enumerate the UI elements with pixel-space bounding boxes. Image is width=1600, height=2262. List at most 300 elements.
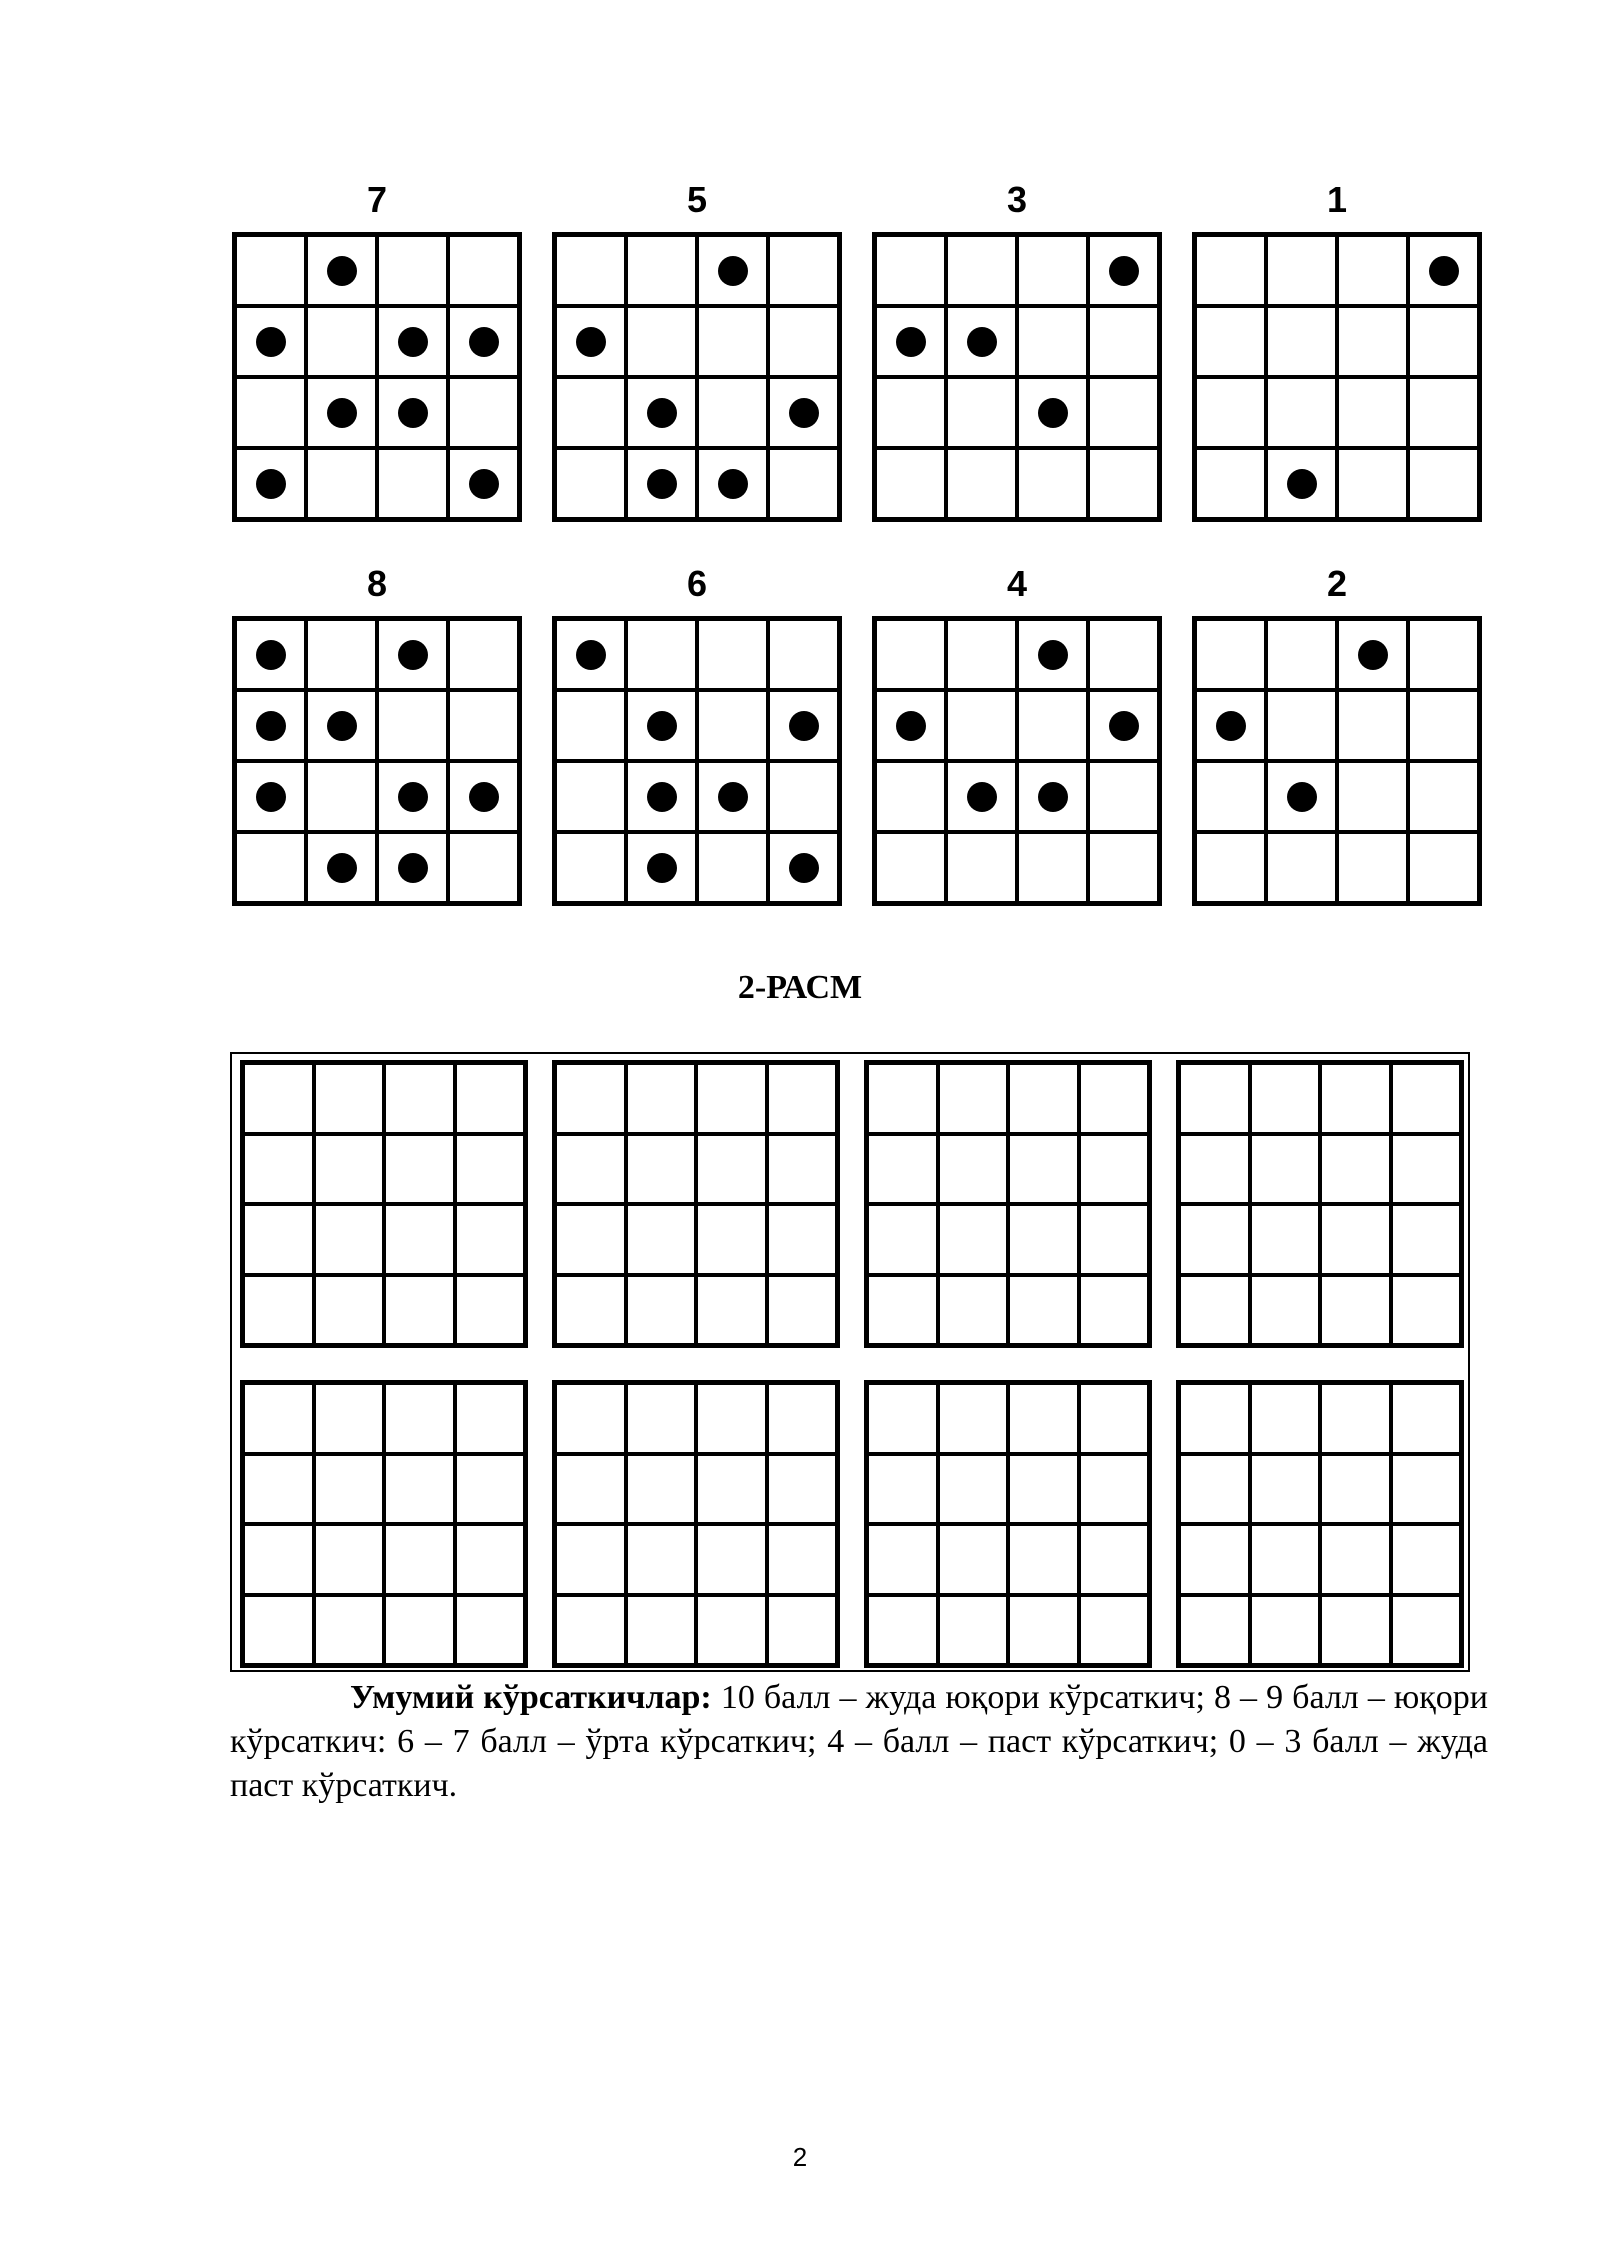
answer-cell[interactable]: [626, 1063, 697, 1134]
answer-cell[interactable]: [626, 1134, 697, 1205]
answer-cell[interactable]: [767, 1454, 838, 1525]
grid-cell: [555, 306, 626, 377]
answer-cell[interactable]: [1008, 1524, 1079, 1595]
grid-cell: [875, 761, 946, 832]
grid-cell: [946, 619, 1017, 690]
grid-cell: [1408, 619, 1479, 690]
answer-cell[interactable]: [1008, 1134, 1079, 1205]
dot: [647, 853, 677, 883]
answer-cell[interactable]: [1079, 1454, 1150, 1525]
answer-cell[interactable]: [455, 1383, 526, 1454]
answer-cell[interactable]: [1179, 1383, 1250, 1454]
answer-cell[interactable]: [1079, 1063, 1150, 1134]
answer-cell[interactable]: [384, 1275, 455, 1346]
dot: [469, 327, 499, 357]
answer-cell[interactable]: [767, 1134, 838, 1205]
answer-cell[interactable]: [867, 1595, 938, 1666]
answer-cell[interactable]: [626, 1275, 697, 1346]
grid-cell: [626, 306, 697, 377]
dot: [896, 711, 926, 741]
grid-cell: [1088, 832, 1159, 903]
grid-cell: [1017, 306, 1088, 377]
grid-cell: [235, 377, 306, 448]
grid-cell: [875, 377, 946, 448]
answer-cell[interactable]: [1391, 1454, 1462, 1525]
dot: [967, 327, 997, 357]
figure-caption: 2-РАСМ: [737, 969, 863, 1006]
dot: [327, 853, 357, 883]
answer-cell[interactable]: [384, 1454, 455, 1525]
answer-cell[interactable]: [1079, 1524, 1150, 1595]
answer-cell[interactable]: [1250, 1275, 1321, 1346]
dot: [327, 256, 357, 286]
grid-cell: [1337, 761, 1408, 832]
answer-cell[interactable]: [455, 1063, 526, 1134]
answer-cell[interactable]: [1008, 1275, 1079, 1346]
grid-cell: [448, 619, 519, 690]
answer-cell[interactable]: [1391, 1524, 1462, 1595]
answer-grid[interactable]: [240, 1060, 528, 1348]
grid-cell: [377, 619, 448, 690]
grid-cell: [768, 235, 839, 306]
grid-cell: [306, 832, 377, 903]
answer-cell[interactable]: [555, 1063, 626, 1134]
answer-cell[interactable]: [1179, 1275, 1250, 1346]
answer-grid[interactable]: [864, 1380, 1152, 1668]
answer-cell[interactable]: [314, 1595, 385, 1666]
answer-cell[interactable]: [626, 1524, 697, 1595]
answer-cell[interactable]: [867, 1454, 938, 1525]
dot: [469, 782, 499, 812]
pattern-number: 6: [686, 563, 708, 604]
answer-cell[interactable]: [1079, 1134, 1150, 1205]
grid-cell: [235, 448, 306, 519]
grid-cell: [697, 619, 768, 690]
grid-cell: [448, 235, 519, 306]
answer-cell[interactable]: [938, 1204, 1009, 1275]
dot-pattern-figure: [232, 180, 1492, 940]
answer-cell[interactable]: [1320, 1134, 1391, 1205]
grid-cell: [555, 761, 626, 832]
grid-cell: [875, 832, 946, 903]
answer-grid[interactable]: [864, 1060, 1152, 1348]
answer-cell[interactable]: [243, 1204, 314, 1275]
answer-cell[interactable]: [314, 1063, 385, 1134]
dot: [1038, 640, 1068, 670]
grid-cell: [1266, 235, 1337, 306]
pattern-4: [1192, 180, 1482, 522]
grid-cell: [448, 832, 519, 903]
grid-cell: [1088, 761, 1159, 832]
grid-cell: [1088, 448, 1159, 519]
answer-cell[interactable]: [1320, 1275, 1391, 1346]
answer-cell[interactable]: [1079, 1595, 1150, 1666]
answer-cell[interactable]: [243, 1383, 314, 1454]
answer-cell[interactable]: [938, 1524, 1009, 1595]
dot: [647, 398, 677, 428]
answer-cell[interactable]: [626, 1204, 697, 1275]
grid-cell: [306, 306, 377, 377]
answer-cell[interactable]: [384, 1134, 455, 1205]
answer-cell[interactable]: [555, 1524, 626, 1595]
answer-cell[interactable]: [1320, 1454, 1391, 1525]
dot: [896, 327, 926, 357]
pattern-2: [552, 180, 842, 522]
grid-cell: [377, 306, 448, 377]
grid-cell: [555, 619, 626, 690]
answer-cell[interactable]: [696, 1383, 767, 1454]
answer-cell[interactable]: [938, 1063, 1009, 1134]
grid-cell: [1408, 377, 1479, 448]
dot: [789, 398, 819, 428]
grid-cell: [768, 619, 839, 690]
answer-cell[interactable]: [938, 1134, 1009, 1205]
grid-cell: [235, 306, 306, 377]
grid-cell: [1408, 690, 1479, 761]
answer-cell[interactable]: [455, 1524, 526, 1595]
answer-cell[interactable]: [1008, 1383, 1079, 1454]
answer-grid[interactable]: [1176, 1380, 1464, 1668]
answer-cell[interactable]: [555, 1454, 626, 1525]
grid-cell: [697, 235, 768, 306]
grid-cell: [768, 448, 839, 519]
dot: [576, 640, 606, 670]
dot: [398, 398, 428, 428]
pattern-grid: [552, 232, 842, 522]
answer-cell[interactable]: [1320, 1063, 1391, 1134]
grid-cell: [448, 761, 519, 832]
grid-cell: [768, 306, 839, 377]
answer-cell[interactable]: [767, 1063, 838, 1134]
grid-cell: [1195, 235, 1266, 306]
answer-cell[interactable]: [1250, 1454, 1321, 1525]
answer-cell[interactable]: [1179, 1204, 1250, 1275]
answer-cell[interactable]: [555, 1204, 626, 1275]
pattern-number: 4: [1006, 563, 1028, 604]
answer-cell[interactable]: [938, 1454, 1009, 1525]
answer-cell[interactable]: [696, 1595, 767, 1666]
answer-cell[interactable]: [1320, 1204, 1391, 1275]
grid-cell: [448, 306, 519, 377]
grid-cell: [306, 619, 377, 690]
grid-cell: [1266, 761, 1337, 832]
grid-cell: [1017, 832, 1088, 903]
grid-cell: [1017, 690, 1088, 761]
answer-cell[interactable]: [938, 1383, 1009, 1454]
answer-cell[interactable]: [767, 1383, 838, 1454]
grid-cell: [768, 377, 839, 448]
answer-cell[interactable]: [1250, 1204, 1321, 1275]
grid-cell: [555, 377, 626, 448]
pattern-3: [872, 180, 1162, 522]
grid-cell: [1337, 377, 1408, 448]
dot: [256, 711, 286, 741]
answer-cell[interactable]: [938, 1275, 1009, 1346]
grid-cell: [448, 690, 519, 761]
answer-cell[interactable]: [867, 1134, 938, 1205]
grid-cell: [235, 832, 306, 903]
answer-cell[interactable]: [314, 1383, 385, 1454]
grid-cell: [1408, 448, 1479, 519]
blank-answer-grids: [230, 1052, 1470, 1672]
dot: [469, 469, 499, 499]
grid-cell: [1337, 832, 1408, 903]
answer-cell[interactable]: [384, 1063, 455, 1134]
answer-cell[interactable]: [1250, 1134, 1321, 1205]
answer-cell[interactable]: [1391, 1383, 1462, 1454]
answer-cell[interactable]: [243, 1524, 314, 1595]
pattern-grid: [552, 616, 842, 906]
grid-cell: [697, 377, 768, 448]
answer-cell[interactable]: [243, 1595, 314, 1666]
grid-cell: [1195, 619, 1266, 690]
grid-cell: [626, 235, 697, 306]
dot: [789, 853, 819, 883]
answer-cell[interactable]: [1079, 1204, 1150, 1275]
scoring-text: 10 балл – жуда юқори кўрсаткич; 8 – 9 балл – юқори кўрсаткич: 6 – 7 балл – ўрта кўрсаткич; 4 – балл – паст кўрсаткич; 0 – 3 балл – жуда паст кўрсаткич.: [230, 1679, 1488, 1804]
dot: [718, 782, 748, 812]
pattern-number: 8: [366, 563, 388, 604]
answer-cell[interactable]: [1008, 1454, 1079, 1525]
answer-cell[interactable]: [555, 1275, 626, 1346]
answer-cell[interactable]: [1179, 1524, 1250, 1595]
dot: [256, 640, 286, 670]
dot: [327, 711, 357, 741]
pattern-number: 5: [686, 179, 708, 220]
answer-cell[interactable]: [1008, 1204, 1079, 1275]
pattern-number: 1: [1326, 179, 1348, 220]
answer-cell[interactable]: [1008, 1595, 1079, 1666]
answer-cell[interactable]: [314, 1275, 385, 1346]
pattern-grid: [872, 616, 1162, 906]
grid-cell: [768, 832, 839, 903]
dot: [256, 782, 286, 812]
grid-cell: [1195, 448, 1266, 519]
grid-cell: [1088, 690, 1159, 761]
answer-cell[interactable]: [1079, 1275, 1150, 1346]
answer-cell[interactable]: [555, 1595, 626, 1666]
grid-cell: [1266, 690, 1337, 761]
grid-cell: [235, 235, 306, 306]
dot: [327, 398, 357, 428]
pattern-grid: [872, 232, 1162, 522]
grid-cell: [1088, 306, 1159, 377]
dot: [1287, 782, 1317, 812]
answer-cell[interactable]: [555, 1134, 626, 1205]
grid-cell: [697, 832, 768, 903]
answer-cell[interactable]: [314, 1524, 385, 1595]
answer-grid[interactable]: [552, 1380, 840, 1668]
answer-cell[interactable]: [696, 1454, 767, 1525]
answer-cell[interactable]: [455, 1204, 526, 1275]
answer-cell[interactable]: [243, 1134, 314, 1205]
scoring-heading: Умумий кўрсаткичлар:: [350, 1679, 712, 1716]
grid-cell: [946, 306, 1017, 377]
answer-cell[interactable]: [243, 1063, 314, 1134]
answer-cell[interactable]: [314, 1134, 385, 1205]
grid-cell: [377, 690, 448, 761]
grid-cell: [1408, 235, 1479, 306]
grid-cell: [1195, 690, 1266, 761]
dot: [1216, 711, 1246, 741]
dot: [1358, 640, 1388, 670]
dot: [647, 782, 677, 812]
answer-cell[interactable]: [1250, 1383, 1321, 1454]
answer-cell[interactable]: [384, 1524, 455, 1595]
answer-cell[interactable]: [626, 1454, 697, 1525]
answer-cell[interactable]: [1391, 1063, 1462, 1134]
grid-cell: [1337, 235, 1408, 306]
grid-cell: [1017, 235, 1088, 306]
grid-cell: [697, 306, 768, 377]
grid-cell: [555, 832, 626, 903]
grid-cell: [946, 448, 1017, 519]
answer-cell[interactable]: [555, 1383, 626, 1454]
grid-cell: [875, 448, 946, 519]
answer-cell[interactable]: [1320, 1524, 1391, 1595]
answer-cell[interactable]: [455, 1275, 526, 1346]
grid-cell: [875, 235, 946, 306]
answer-cell[interactable]: [384, 1204, 455, 1275]
pattern-grid: [232, 616, 522, 906]
grid-cell: [626, 619, 697, 690]
answer-cell[interactable]: [1391, 1275, 1462, 1346]
answer-cell[interactable]: [1250, 1595, 1321, 1666]
answer-cell[interactable]: [1008, 1063, 1079, 1134]
dot: [256, 469, 286, 499]
dot: [647, 469, 677, 499]
answer-cell[interactable]: [243, 1454, 314, 1525]
answer-cell[interactable]: [455, 1454, 526, 1525]
grid-cell: [1266, 377, 1337, 448]
answer-cell[interactable]: [626, 1595, 697, 1666]
grid-cell: [1195, 306, 1266, 377]
dot: [398, 853, 428, 883]
grid-cell: [306, 448, 377, 519]
answer-cell[interactable]: [867, 1383, 938, 1454]
answer-cell[interactable]: [696, 1134, 767, 1205]
dot: [1109, 711, 1139, 741]
grid-cell: [1266, 306, 1337, 377]
answer-cell[interactable]: [696, 1204, 767, 1275]
answer-grid[interactable]: [552, 1060, 840, 1348]
pattern-grid: [232, 232, 522, 522]
grid-cell: [1017, 448, 1088, 519]
answer-cell[interactable]: [1179, 1454, 1250, 1525]
answer-cell[interactable]: [1391, 1595, 1462, 1666]
grid-cell: [875, 690, 946, 761]
answer-cell[interactable]: [455, 1595, 526, 1666]
grid-cell: [875, 306, 946, 377]
answer-cell[interactable]: [867, 1063, 938, 1134]
grid-cell: [946, 690, 1017, 761]
answer-cell[interactable]: [1179, 1595, 1250, 1666]
grid-cell: [235, 619, 306, 690]
answer-cell[interactable]: [1079, 1383, 1150, 1454]
dot: [256, 327, 286, 357]
answer-grid[interactable]: [1176, 1060, 1464, 1348]
answer-grid[interactable]: [240, 1380, 528, 1668]
answer-cell[interactable]: [1391, 1204, 1462, 1275]
pattern-5: [232, 564, 522, 906]
answer-cell[interactable]: [696, 1275, 767, 1346]
answer-cell[interactable]: [1179, 1134, 1250, 1205]
grid-cell: [377, 761, 448, 832]
grid-cell: [697, 690, 768, 761]
pattern-number: 2: [1326, 563, 1348, 604]
grid-cell: [1337, 306, 1408, 377]
dot: [1429, 256, 1459, 286]
grid-cell: [306, 690, 377, 761]
grid-cell: [626, 761, 697, 832]
answer-cell[interactable]: [626, 1383, 697, 1454]
grid-cell: [448, 377, 519, 448]
answer-cell[interactable]: [1250, 1524, 1321, 1595]
grid-cell: [697, 761, 768, 832]
grid-cell: [235, 761, 306, 832]
answer-cell[interactable]: [867, 1204, 938, 1275]
answer-cell[interactable]: [767, 1595, 838, 1666]
answer-cell[interactable]: [384, 1383, 455, 1454]
answer-cell[interactable]: [696, 1524, 767, 1595]
grid-cell: [377, 235, 448, 306]
grid-cell: [946, 377, 1017, 448]
pattern-number: 7: [366, 179, 388, 220]
dot: [967, 782, 997, 812]
answer-cell[interactable]: [696, 1063, 767, 1134]
answer-cell[interactable]: [767, 1524, 838, 1595]
dot: [1287, 469, 1317, 499]
answer-cell[interactable]: [314, 1204, 385, 1275]
pattern-1: [232, 180, 522, 522]
answer-cell[interactable]: [1179, 1063, 1250, 1134]
grid-cell: [946, 235, 1017, 306]
dot: [1038, 782, 1068, 812]
answer-cell[interactable]: [314, 1454, 385, 1525]
grid-cell: [555, 235, 626, 306]
answer-cell[interactable]: [1250, 1063, 1321, 1134]
answer-cell[interactable]: [867, 1275, 938, 1346]
grid-cell: [377, 377, 448, 448]
answer-cell[interactable]: [1320, 1383, 1391, 1454]
grid-cell: [1088, 235, 1159, 306]
grid-cell: [377, 448, 448, 519]
answer-cell[interactable]: [867, 1524, 938, 1595]
answer-cell[interactable]: [767, 1204, 838, 1275]
grid-cell: [768, 761, 839, 832]
grid-cell: [555, 448, 626, 519]
answer-cell[interactable]: [767, 1275, 838, 1346]
grid-cell: [1195, 832, 1266, 903]
grid-cell: [626, 377, 697, 448]
answer-cell[interactable]: [1391, 1134, 1462, 1205]
grid-cell: [1266, 832, 1337, 903]
grid-cell: [1017, 761, 1088, 832]
answer-cell[interactable]: [384, 1595, 455, 1666]
page-number: 2: [792, 2142, 808, 2172]
dot: [1038, 398, 1068, 428]
answer-cell[interactable]: [455, 1134, 526, 1205]
grid-cell: [875, 619, 946, 690]
grid-cell: [1195, 761, 1266, 832]
answer-cell[interactable]: [938, 1595, 1009, 1666]
answer-cell[interactable]: [243, 1275, 314, 1346]
scoring-paragraph: [230, 1676, 1488, 1808]
answer-cell[interactable]: [1320, 1595, 1391, 1666]
grid-cell: [306, 761, 377, 832]
grid-cell: [1408, 306, 1479, 377]
grid-cell: [626, 690, 697, 761]
